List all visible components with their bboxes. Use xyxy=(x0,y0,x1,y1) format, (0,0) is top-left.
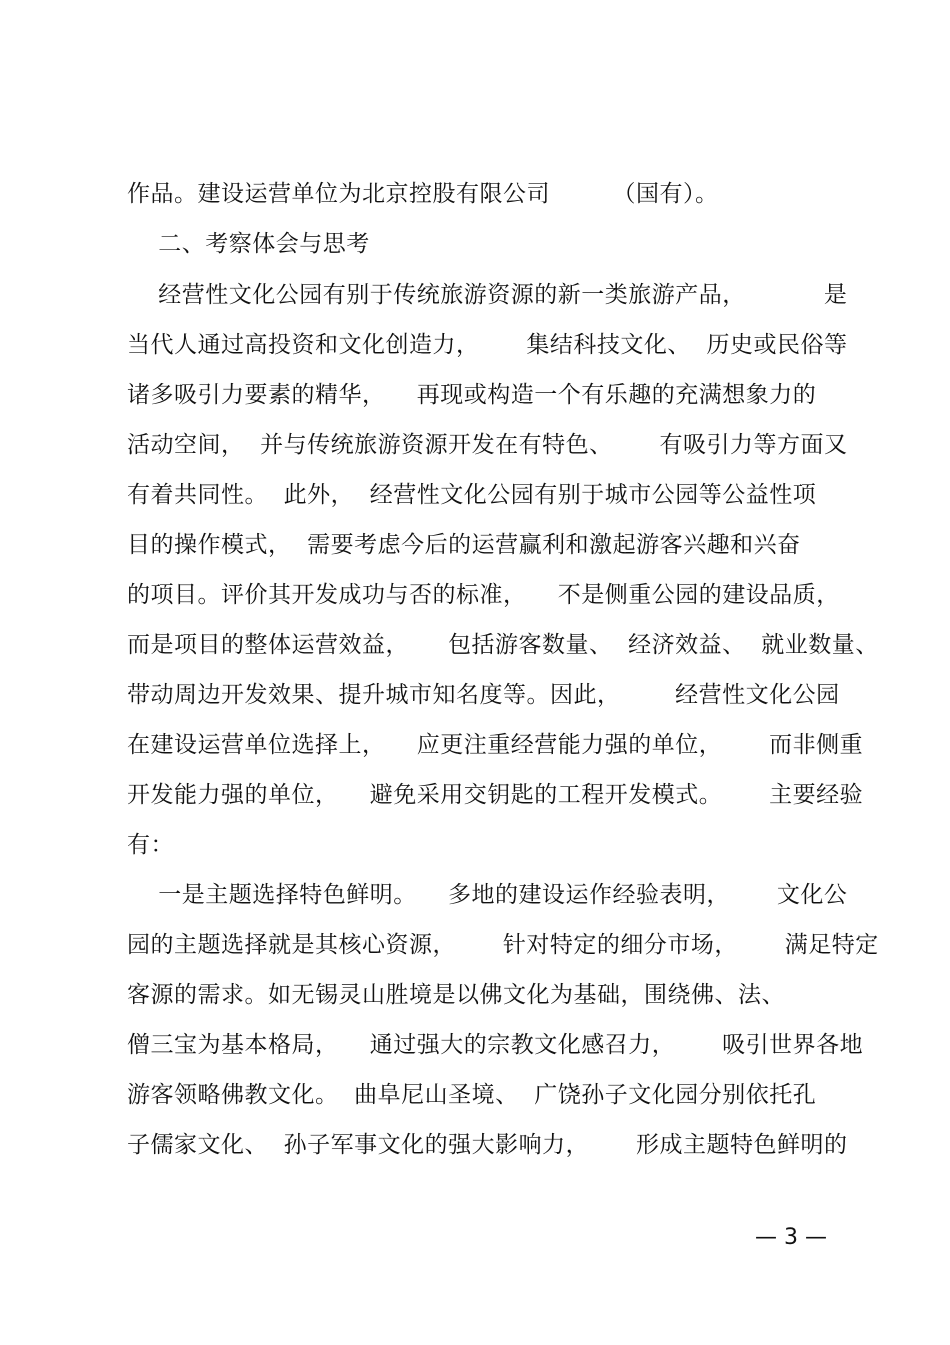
text-line: 诸多吸引力要素的精华， 再现或构造一个有乐趣的充满想象力的 xyxy=(127,382,817,408)
text-line: 而是项目的整体运营效益， 包括游客数量、 经济效益、 就业数量、 xyxy=(127,632,879,658)
text-line: 子儒家文化、 孙子军事文化的强大影响力， 形成主题特色鲜明的 xyxy=(127,1132,848,1158)
text-line: 当代人通过高投资和文化创造力， 集结科技文化、 历史或民俗等 xyxy=(127,332,848,358)
text-line: 开发能力强的单位， 避免采用交钥匙的工程开发模式。 主要经验 xyxy=(127,782,864,808)
text-line: 园的主题选择就是其核心资源， 针对特定的细分市场， 满足特定 xyxy=(127,932,879,958)
text-line: 有： xyxy=(127,832,174,858)
text-line: 客源的需求。如无锡灵山胜境是以佛文化为基础，围绕佛、法、 xyxy=(127,982,785,1008)
section-heading: 二、考察体会与思考 xyxy=(127,231,370,257)
text-line: 在建设运营单位选择上， 应更注重经营能力强的单位， 而非侧重 xyxy=(127,732,864,758)
text-line: 活动空间， 并与传统旅游资源开发在有特色、 有吸引力等方面又 xyxy=(127,432,848,458)
text-line: 游客领略佛教文化。 曲阜尼山圣境、 广饶孙子文化园分别依托孔 xyxy=(127,1082,817,1108)
text-line: 目的操作模式， 需要考虑今后的运营赢利和激起游客兴趣和兴奋 xyxy=(127,532,801,558)
page-number: — 3 — xyxy=(755,1225,827,1250)
text-line: 一是主题选择特色鲜明。 多地的建设运作经验表明， 文化公 xyxy=(127,882,848,908)
text-line: 作品。建设运营单位为北京控股有限公司 （国有）。 xyxy=(127,181,719,207)
text-line: 带动周边开发效果、提升城市知名度等。因此， 经营性文化公园 xyxy=(127,682,840,708)
text-line: 僧三宝为基本格局， 通过强大的宗教文化感召力， 吸引世界各地 xyxy=(127,1032,864,1058)
text-line: 的项目。评价其开发成功与否的标准， 不是侧重公园的建设品质， xyxy=(127,582,840,608)
text-line: 有着共同性。 此外， 经营性文化公园有别于城市公园等公益性项 xyxy=(127,482,817,508)
text-line: 经营性文化公园有别于传统旅游资源的新一类旅游产品， 是 xyxy=(127,282,848,308)
